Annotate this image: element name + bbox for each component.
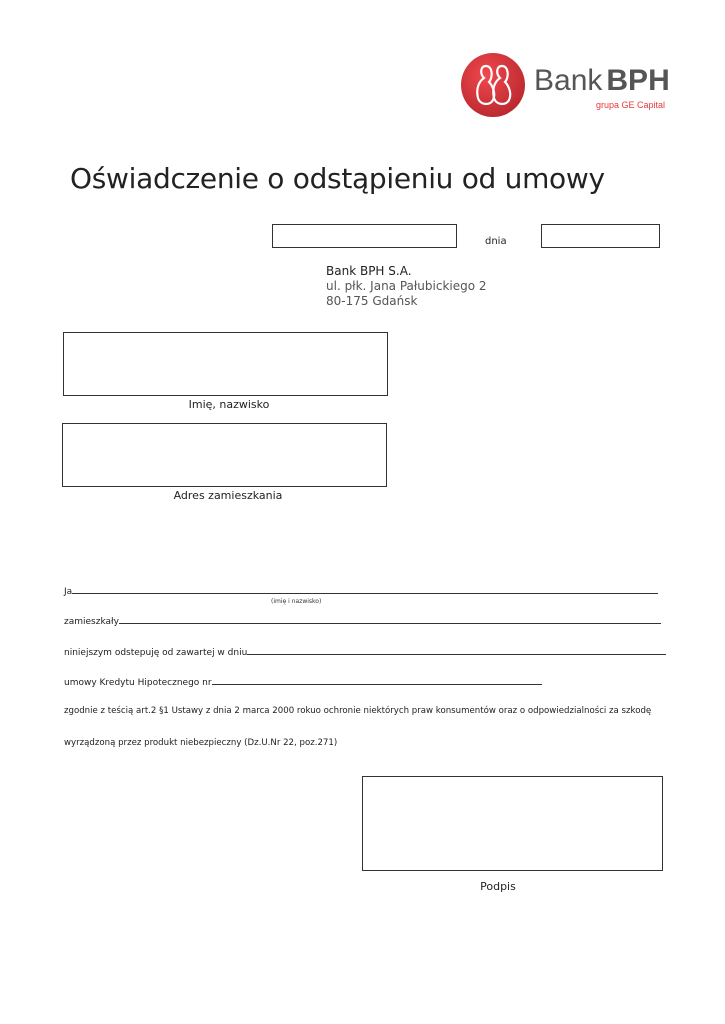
statement-contract-row	[64, 675, 542, 688]
bank-logo	[460, 52, 670, 120]
residence-line[interactable]	[119, 614, 661, 624]
logo-bank-text: Bank	[534, 64, 603, 97]
name-hint: (imię i nazwisko)	[271, 598, 322, 605]
recipient-line-2: ul. płk. Jana Pałubickiego 2	[326, 279, 487, 293]
name-field[interactable]	[63, 332, 388, 396]
bank-bph-logo-icon	[460, 52, 526, 118]
address-field[interactable]	[62, 423, 387, 487]
residing-label: zamieszkały	[64, 617, 119, 627]
recipient-line-1: Bank BPH S.A.	[326, 264, 412, 278]
law-text-line-1: zgodnie z teścią art.2 §1 Ustawy z dnia 2 marca 2000 rokuo ochronie niektórych praw konsumentów oraz o odpowiedzialności za szkodę	[64, 706, 652, 716]
name-line[interactable]	[72, 584, 658, 594]
recipient-address	[326, 264, 487, 309]
signature-caption: Podpis	[480, 880, 516, 893]
ja-label: Ja	[64, 587, 73, 597]
logo-bph-text: BPH	[606, 64, 670, 97]
law-text-line-2: wyrządzoną przez produkt niebezpieczny (Dz.U.Nr 22, poz.271)	[64, 738, 338, 748]
contract-label: umowy Kredytu Hipotecznego nr	[64, 678, 212, 688]
signature-field[interactable]	[362, 776, 663, 871]
contract-date-line[interactable]	[247, 645, 666, 655]
recipient-line-3: 80-175 Gdańsk	[326, 294, 418, 308]
statement-withdraw-row	[64, 645, 666, 658]
date-field[interactable]	[541, 224, 660, 248]
address-caption: Adres zamieszkania	[173, 489, 283, 502]
withdraw-label: niniejszym odstepuję od zawartej w dniu	[64, 648, 248, 658]
page-title: Oświadczenie o odstąpieniu od umowy	[70, 162, 605, 195]
place-field[interactable]	[272, 224, 457, 248]
statement-residence-row	[64, 614, 661, 627]
logo-subtitle: grupa GE Capital	[596, 100, 666, 110]
contract-number-line[interactable]	[212, 675, 542, 685]
name-caption: Imię, nazwisko	[188, 398, 270, 411]
date-label: dnia	[485, 236, 507, 247]
statement-name-row	[64, 584, 658, 597]
